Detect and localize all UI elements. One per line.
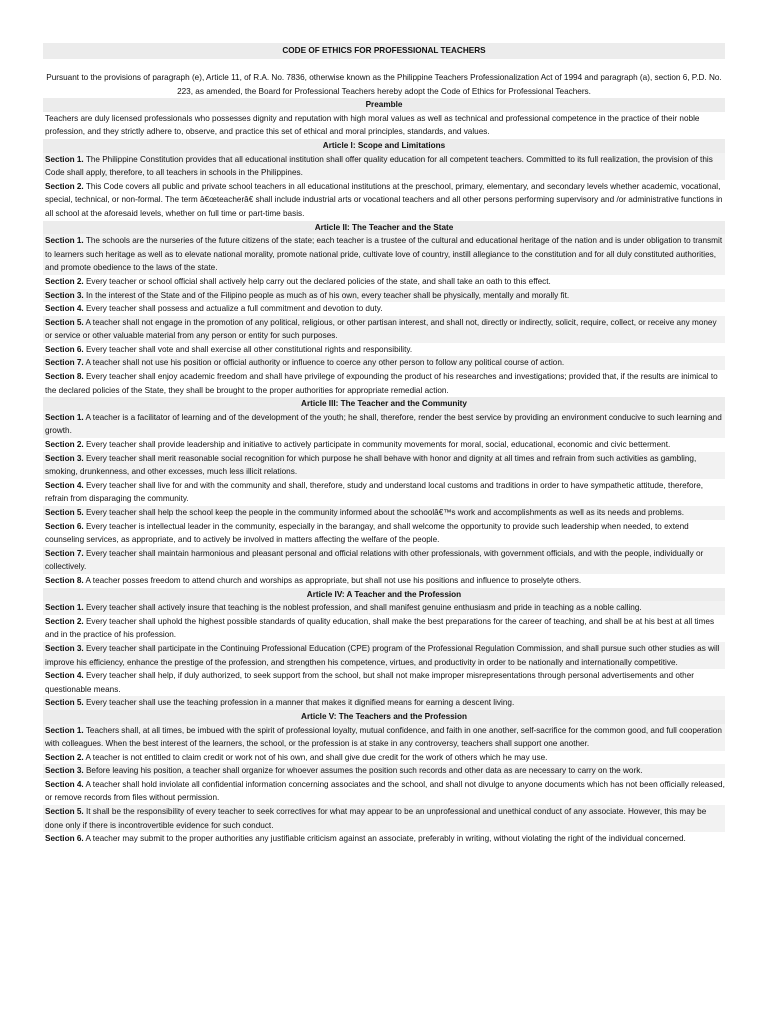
section-paragraph: [43, 316, 725, 343]
section-text: Every teacher shall enjoy academic freedom and shall have privilege of expounding the product of his researches and investigations; provided that, if the results are inimical to the declared policies of the State, they shall be brought to the proper authorities for appropriate remedial action.: [45, 372, 718, 395]
section-label: Section 6.: [45, 834, 84, 844]
section-label: Section 1.: [45, 236, 84, 246]
section-paragraph: [43, 805, 725, 832]
section-paragraph: [43, 778, 725, 805]
section-paragraph: [43, 438, 725, 452]
section-paragraph: [43, 669, 725, 696]
articles-container: [43, 139, 725, 846]
section-label: Section 5.: [45, 698, 84, 708]
section-paragraph: [43, 479, 725, 506]
section-paragraph: [43, 615, 725, 642]
section-text: The schools are the nurseries of the future citizens of the state; each teacher is a trustee of the cultural and educational heritage of the nation and is under obligation to transmit to learners such heritage as well as to elevate national morality, promote national pride, cultivate love of country, instill allegiance to the constitution and for all duly constituted authorities, and promote obedience to the laws of the state.: [45, 236, 723, 273]
section-label: Section 2.: [45, 440, 84, 450]
section-paragraph: [43, 832, 725, 846]
article-heading: Article IV: A Teacher and the Profession: [43, 588, 725, 602]
section-text: Before leaving his position, a teacher shall organize for whoever assumes the position such records and other data as are necessary to carry on the work.: [83, 766, 643, 776]
section-text: Every teacher or school official shall actively help carry out the declared policies of the state, and shall take an oath to this effect.: [83, 276, 551, 286]
section-text: The Philippine Constitution provides that all educational institution shall offer quality education for all competent teachers. Committed to its full realization, the provision of this Code shall apply, therefore, to all teachers in schools in the Philippines.: [45, 154, 713, 178]
section-label: Section 4.: [45, 480, 84, 490]
section-label: Section 2.: [45, 616, 84, 626]
section-label: Section 2.: [45, 276, 84, 286]
section-text: Every teacher shall use the teaching profession in a manner that makes it dignified means for earning a descent living.: [83, 698, 515, 708]
section-label: Section 5.: [45, 508, 84, 517]
section-paragraph: [43, 452, 725, 479]
section-text: Every teacher shall help the school keep the people in the community informed about the schoolâ€™s work and accomplishments as well as its needs and problems.: [83, 508, 684, 517]
section-label: Section 1.: [45, 603, 84, 613]
section-text: Every teacher shall possess and actualize a full commitment and devotion to duty.: [83, 304, 383, 314]
section-label: Section 5.: [45, 317, 84, 327]
section-label: Section 8.: [45, 575, 84, 585]
section-paragraph: [43, 642, 725, 669]
section-paragraph: [43, 724, 725, 751]
article-heading: Article V: The Teachers and the Profession: [43, 710, 725, 724]
section-paragraph: [43, 574, 725, 588]
section-label: Section 3.: [45, 766, 84, 776]
section-text: Every teacher shall maintain harmonious and pleasant personal and official relations with other professionals, with government officials, and with the people, individually or collectively.: [45, 548, 704, 572]
section-paragraph: [43, 302, 725, 316]
article-heading: Article II: The Teacher and the State: [43, 221, 725, 235]
section-text: This Code covers all public and private school teachers in all educational institutions at the preschool, primary, elementary, and secondary levels whether academic, vocational, special, technical, or non-formal. The term â€œteacherâ€ shall include industrial arts or vocational teachers and all other persons performing supervisory and /or administrative functions in all school at the aforesaid levels, whether on full time or part-time basis.: [45, 181, 723, 218]
section-label: Section 1.: [45, 154, 84, 164]
section-paragraph: [43, 751, 725, 765]
section-paragraph: [43, 289, 725, 303]
section-paragraph: [43, 234, 725, 275]
section-text: Every teacher shall provide leadership and initiative to actively participate in community movements for moral, social, educational, economic and civic betterment.: [83, 440, 671, 450]
section-text: A teacher shall hold inviolate all confidential information concerning associates and the school, and shall not divulge to anyone documents which has not been officially released, or remove records from files without permission.: [45, 779, 725, 803]
section-text: A teacher is not entitled to claim credit or work not of his own, and shall give due credit for the work of others which he may use.: [83, 752, 548, 762]
section-paragraph: [43, 356, 725, 370]
section-label: Section 3.: [45, 290, 84, 300]
section-text: In the interest of the State and of the Filipino people as much as of his own, every teacher shall be physically, mentally and morally fit.: [83, 290, 570, 300]
article-heading: Article I: Scope and Limitations: [43, 139, 725, 153]
section-text: A teacher may submit to the proper authorities any justifiable criticism against an associate, preferably in writing, without violating the right of the individual concerned.: [83, 834, 686, 844]
preamble-heading: Preamble: [43, 98, 725, 112]
section-label: Section 1.: [45, 412, 84, 422]
section-text: A teacher posses freedom to attend church and worships as appropriate, but shall not use his positions and influence to proselyte others.: [83, 575, 582, 585]
section-label: Section 4.: [45, 671, 84, 681]
section-text: Every teacher shall uphold the highest possible standards of quality education, shall make the best preparations for the career of teaching, and shall be at his best at all times and in the practice of his profession.: [45, 616, 715, 640]
section-label: Section 6.: [45, 521, 84, 531]
section-paragraph: [43, 520, 725, 547]
section-paragraph: [43, 547, 725, 574]
document-title: CODE OF ETHICS FOR PROFESSIONAL TEACHERS: [43, 43, 725, 59]
section-label: Section 2.: [45, 181, 84, 191]
section-text: A teacher shall not use his position or official authority or influence to coerce any other person to follow any political course of action.: [83, 358, 565, 368]
section-paragraph: [43, 370, 725, 397]
section-text: Every teacher shall actively insure that teaching is the noblest profession, and shall manifest genuine enthusiasm and pride in teaching as a noble calling.: [83, 603, 642, 613]
section-label: Section 4.: [45, 304, 84, 314]
section-paragraph: [43, 764, 725, 778]
section-label: Section 5.: [45, 807, 84, 817]
section-paragraph: [43, 696, 725, 710]
section-label: Section 7.: [45, 548, 84, 558]
section-text: Every teacher shall live for and with the community and shall, therefore, study and understand local customs and traditions in order to have sympathetic attitude, therefore, refrain from disparaging the community.: [45, 480, 704, 504]
section-label: Section 3.: [45, 453, 84, 463]
section-paragraph: [43, 506, 725, 520]
section-label: Section 1.: [45, 725, 84, 735]
document-page: [43, 43, 725, 846]
section-text: Teachers shall, at all times, be imbued with the spirit of professional loyalty, mutual confidence, and faith in one another, self-sacrifice for the common good, and full cooperation with colleagues. When the best interest of the learners, the school, or the profession is at stake in any controversy, teachers shall support one another.: [45, 725, 722, 749]
section-text: Every teacher shall help, if duly authorized, to seek support from the school, but shall not make improper misrepresentations through personal advertisements and other questionable means.: [45, 671, 694, 694]
section-text: It shall be the responsibility of every teacher to seek correctives for what may appear to be an unprofessional and unethical conduct of any associate. However, this may be done only if there is incontrovertible evidence for such conduct.: [45, 807, 707, 830]
section-label: Section 3.: [45, 643, 84, 653]
section-label: Section 8.: [45, 372, 84, 382]
preamble-text: Teachers are duly licensed professionals who possesses dignity and reputation with high moral values as well as technical and professional competence in the practice of their noble profession, and they strictly adhere to, observe, and practice this set of ethical and moral principles, standards, and values.: [43, 112, 725, 139]
section-text: A teacher is a facilitator of learning and of the development of the youth; he shall, therefore, render the best service by providing an environment conducive to such learning and growth.: [45, 412, 722, 436]
section-paragraph: [43, 601, 725, 615]
section-text: A teacher shall not engage in the promotion of any political, religious, or other partisan interest, and shall not, directly or indirectly, solicit, require, collect, or receive any money or service or other valuable material from any person or entity for such purposes.: [45, 317, 717, 341]
section-text: Every teacher shall participate in the Continuing Professional Education (CPE) program of the Professional Regulation Commission, and shall pursue such other studies as will improve his efficiency, enhance the prestige of the profession, and strengthen his competence, virtues, and productivity in order to be nationally and internationally competitive.: [45, 643, 720, 667]
section-paragraph: [43, 153, 725, 180]
section-label: Section 6.: [45, 344, 84, 354]
section-label: Section 7.: [45, 358, 84, 368]
section-label: Section 2.: [45, 752, 84, 762]
section-paragraph: [43, 180, 725, 221]
intro-paragraph: Pursuant to the provisions of paragraph (e), Article 11, of R.A. No. 7836, otherwise known as the Philippine Teachers Professionalization Act of 1994 and paragraph (a), section 6, P.D. No. 223, as amended, the Board for Professional Teachers hereby adopt the Code of Ethics for Professional Teachers.: [46, 73, 722, 96]
article-heading: Article III: The Teacher and the Community: [43, 397, 725, 411]
section-text: Every teacher shall vote and shall exercise all other constitutional rights and responsibility.: [83, 344, 413, 354]
section-text: Every teacher shall merit reasonable social recognition for which purpose he shall behave with honor and dignity at all times and refrain from such activities as gambling, smoking, drunkenness, and other excesses, much less illicit relations.: [45, 453, 697, 477]
section-paragraph: [43, 275, 725, 289]
section-text: Every teacher is intellectual leader in the community, especially in the barangay, and shall welcome the opportunity to provide such leadership when needed, to extend counseling services, as appropriate, and to actively be involved in matters affecting the welfare of the people.: [45, 521, 689, 545]
section-paragraph: [43, 411, 725, 438]
section-paragraph: [43, 343, 725, 357]
section-label: Section 4.: [45, 779, 84, 789]
